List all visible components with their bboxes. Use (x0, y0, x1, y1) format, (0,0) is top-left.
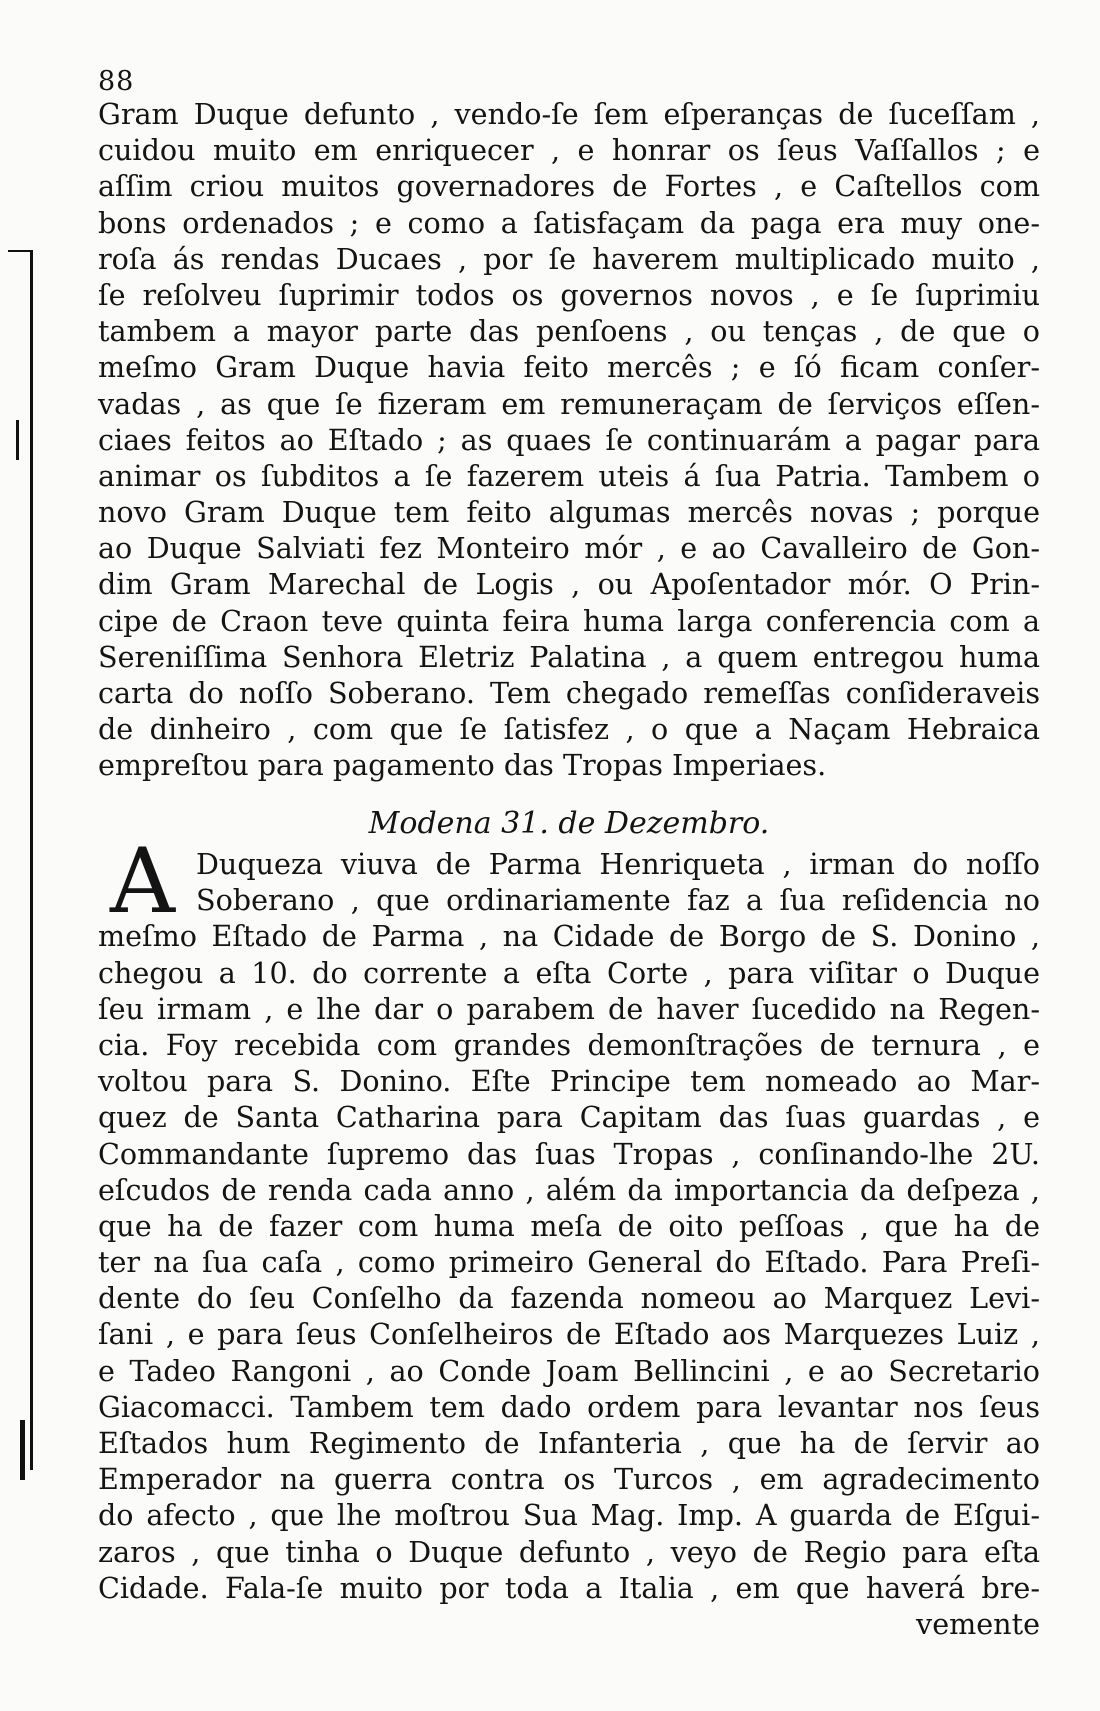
text-line: novo Gram Duque tem feito algumas mercês novas ; porque (98, 495, 1040, 530)
text-line: roſa ás rendas Ducaes , por ſe haverem multiplicado muito , (98, 241, 1040, 276)
text-line: Cidade. Fala-ſe muito por toda a Italia , em que haverá bre- (98, 1570, 1040, 1605)
text-line: ter na ſua caſa , como primeiro General do Eſtado. Para Preſi- (98, 1245, 1040, 1280)
text-line: meſmo Eſtado de Parma , na Cidade de Borgo de S. Donino , (98, 919, 1040, 954)
text-line: meſmo Gram Duque havia feito mercês ; e ſó ficam conſer- (98, 350, 1040, 385)
text-line: que ha de fazer com huma meſa de oito peſſoas , que ha de (98, 1208, 1040, 1243)
text-line: cia. Foy recebida com grandes demonſtrações de ternura , e (98, 1027, 1040, 1062)
text-line: de dinheiro , com que ſe ſatisfez , o que a Naçam Hebraica (98, 712, 1040, 747)
text-line: Soberano , que ordinariamente faz a ſua reſidencia no (196, 883, 1040, 918)
text-line: aſſim criou muitos governadores de Fortes , e Caſtellos com (98, 169, 1040, 204)
text-line: dim Gram Marechal de Logis , ou Apoſentador mór. O Prin- (98, 567, 1040, 602)
text-line: voltou para S. Donino. Eſte Principe tem nomeado ao Mar- (98, 1064, 1040, 1099)
text-line: Emperador na guerra contra os Turcos , em agradecimento (98, 1462, 1040, 1497)
paragraph-florence-news (98, 96, 1040, 784)
text-line: chegou a 10. do corrente a eſta Corte , para viſitar o Duque (98, 955, 1040, 990)
text-line: empreſtou para pagamento das Tropas Imperiaes. (98, 748, 827, 783)
text-line: cuidou muito em enriquecer , e honrar os ſeus Vaſſallos ; e (98, 133, 1040, 168)
text-line: Sereniſſima Senhora Eletriz Palatina , a quem entregou huma (98, 639, 1040, 674)
text-line: Duqueza viuva de Parma Henriqueta , irman do noſſo (196, 847, 1040, 881)
text-line: e Tadeo Rangoni , ao Conde Joam Bellincini , e ao Secretario (98, 1353, 1040, 1388)
scan-margin-mark (20, 1420, 25, 1480)
page-number: 88 (98, 66, 135, 97)
text-line: ao Duque Salviati fez Monteiro mór , e ao Cavalleiro de Gon- (98, 531, 1040, 566)
paragraph-modena-news (98, 846, 1040, 1642)
text-line: ciaes feitos ao Eſtado ; as quaes ſe continuarám a pagar para (98, 422, 1040, 457)
text-line: bons ordenados ; e como a ſatisfaçam da paga era muy one- (98, 205, 1040, 240)
text-line: Commandante ſupremo das ſuas Tropas , conſinando-lhe 2U. (98, 1136, 1040, 1171)
text-line: eſcudos de renda cada anno , além da importancia da deſpeza , (98, 1172, 1040, 1207)
text-line: dente do ſeu Conſelho da fazenda nomeou ao Marquez Levi- (98, 1281, 1040, 1316)
drop-cap: A (110, 829, 175, 934)
text-line: do afecto , que lhe moſtrou Sua Mag. Imp. A guarda de Eſgui- (98, 1498, 1040, 1533)
text-line: ſeu irmam , e lhe dar o parabem de haver ſucedido na Regen- (98, 991, 1040, 1026)
text-line: Gram Duque defunto , vendo-ſe ſem eſperanças de ſuceſſam , (98, 97, 1040, 131)
text-line: zaros , que tinha o Duque defunto , veyo de Regio para eſta (98, 1534, 1040, 1569)
text-line: Eſtados hum Regimento de Infanteria , que ha de ſervir ao (98, 1426, 1040, 1460)
text-line: quez de Santa Catharina para Capitam das ſuas guardas , e (98, 1100, 1040, 1135)
text-line: tambem a mayor parte das penſoens , ou tenças , de que o (98, 314, 1040, 349)
text-line: carta do noſſo Soberano. Tem chegado remeſſas conſideraveis (98, 676, 1040, 710)
text-line: ſe reſolveu ſuprimir todos os governos novos , e ſe ſuprimiu (98, 277, 1040, 312)
catchword: vemente (916, 1606, 1040, 1641)
text-line: ſani , e para ſeus Conſelheiros de Eſtado aos Marquezes Luiz , (98, 1317, 1040, 1352)
scan-margin-line-top (30, 250, 33, 1470)
dateline-modena: Modena 31. de Dezembro. (368, 806, 770, 841)
text-line: animar os ſubditos a ſe fazerem uteis á ſua Patria. Tambem o (98, 458, 1040, 493)
scan-margin-tick (8, 250, 32, 252)
text-line: vadas , as que ſe fizeram em remuneraçam de ſerviços eſſen- (98, 386, 1040, 421)
text-line: Giacomacci. Tambem tem dado ordem para levantar nos ſeus (98, 1389, 1040, 1424)
text-line: cipe de Craon teve quinta feira huma larga conferencia com a (98, 603, 1040, 638)
scan-margin-mark (16, 420, 19, 460)
